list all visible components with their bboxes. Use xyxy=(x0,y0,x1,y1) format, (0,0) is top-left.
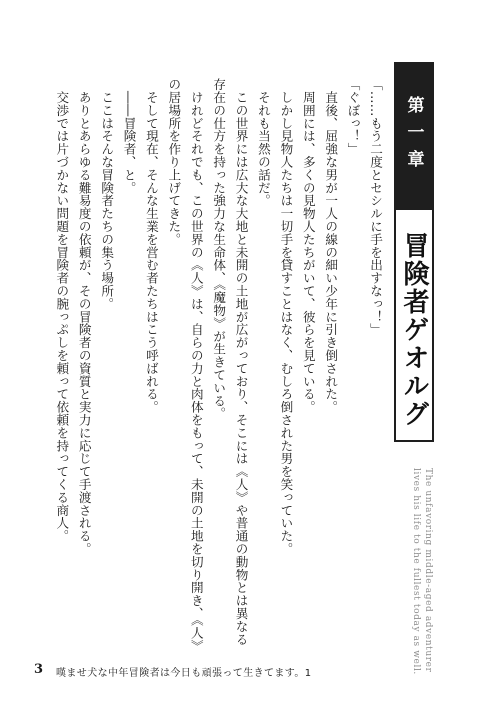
body-line: 周囲には、多くの見物人たちがいて、彼らを見ている。 xyxy=(300,78,316,414)
running-title: 嘆ませ犬な中年冒険者は今日も頑張って生きてます。1 xyxy=(56,668,312,679)
body-line: の居場所を作り上げてきた。 xyxy=(166,78,182,246)
body-line: そして現在、そんな生業を営む者たちはこう呼ばれる。 xyxy=(143,78,159,414)
body-line: ありとあらゆる難易度の依頼が、その冒険者の資質と実力に応じて手渡される。 xyxy=(76,78,92,556)
body-line: 直後、屈強な男が一人の線の細い少年に引き倒された。 xyxy=(323,78,339,414)
body-line: しかし見物人たちは一切手を貸すことはなく、むしろ倒された男を笑っていた。 xyxy=(278,78,294,556)
body-line: 「ぐぼっ！」 xyxy=(345,78,361,156)
body-line: ――冒険者、と。 xyxy=(121,78,137,195)
body-line: ここはそんな冒険者たちの集う場所。 xyxy=(99,78,115,311)
english-subtitle-line: The unfavoring middle-aged adventurer xyxy=(423,468,433,673)
body-line: それも当然の話だ。 xyxy=(255,78,271,207)
body-line: けれどそれでも、この世界の《人》は、自らの力と肉体をもって、未開の土地を切り開き、《人》 xyxy=(188,78,204,653)
chapter-english-subtitle xyxy=(398,468,434,675)
page-number: 3 xyxy=(34,662,44,677)
chapter-label: 第一章 xyxy=(394,62,434,210)
body-line: 交渉では片づかない問題を冒険者の腕っぷしを頼って依頼を持ってくる商人。 xyxy=(54,78,70,543)
body-line: この世界には広大な大地と未開の土地が広がっており、そこには《人》や普通の動物とは異なる xyxy=(233,78,249,646)
body-line: 存在の仕方を持った強力な生命体、《魔物》が生きている。 xyxy=(211,78,227,420)
body-text xyxy=(50,78,386,653)
english-subtitle-line: lives his life to the fullest today as well. xyxy=(411,468,421,675)
chapter-title: 冒険者ゲオルグ xyxy=(399,232,429,428)
body-line: 「……もう二度とセシルに手を出すなっ！」 xyxy=(368,78,383,336)
